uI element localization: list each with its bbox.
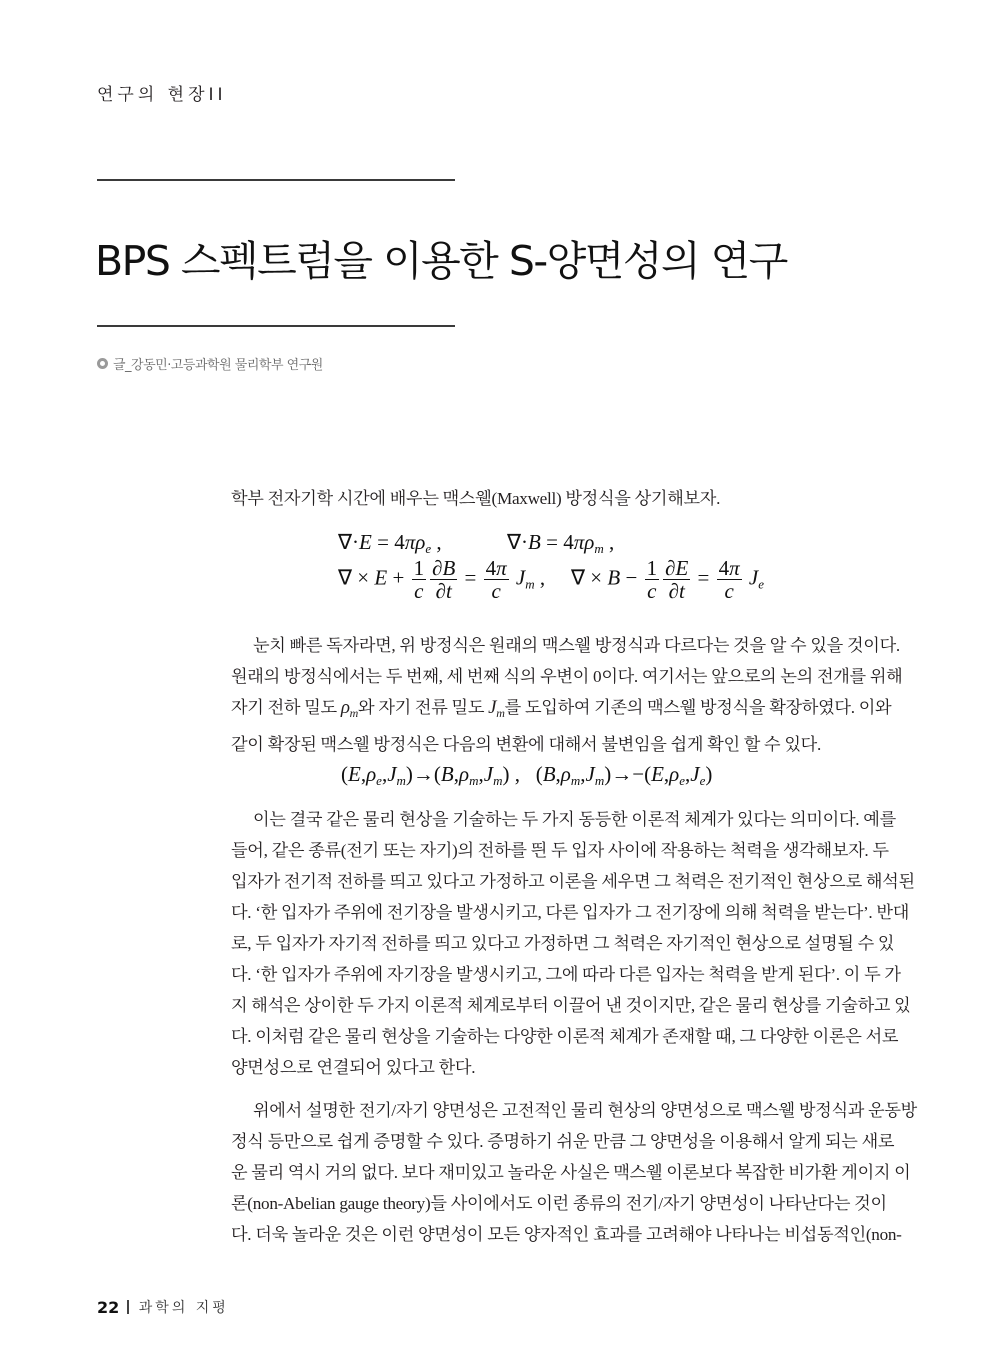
text-line: 운 물리 역시 거의 없다. 보다 재미있고 놀라운 사실은 맥스웰 이론보다 복잡한 비가환 게이지 이: [231, 1163, 911, 1182]
text-line: 같이 확장된 맥스웰 방정식은 다음의 변환에 대해서 불변임을 쉽게 확인 할 수 있다.: [231, 735, 821, 754]
equation-ampere: ∇ × B − $\frac{1}{c}$ $\frac{\partial E}{\partial t}$ = $\frac{4\pi}{c}$ $J_e$: [571, 556, 765, 603]
article-title: BPS 스펙트럼을 이용한 S-양면성의 연구: [95, 237, 787, 285]
intro-paragraph: [231, 483, 881, 514]
paragraph-3: [231, 1095, 917, 1250]
text-line: 로, 두 입자가 자기적 전하를 띄고 있다고 가정하면 그 척력은 자기적인 현상으로 설명될 수 있: [231, 934, 895, 953]
equation-duality-transform: $(E,\rho_e,J_m)\to(B,\rho_m,J_m)$ , $(B,\rho_m,J_m)\to-(E,\rho_e,J_e)$: [341, 762, 713, 788]
text-line: 양면성으로 연결되어 있다고 한다.: [231, 1058, 476, 1077]
text-line: 눈치 빠른 독자라면, 위 방정식은 원래의 맥스웰 방정식과 다르다는 것을 알 수 있을 것이다.: [253, 636, 900, 655]
text-line: 다. 이처럼 같은 물리 현상을 기술하는 다양한 이론적 체계가 존재할 때, 그 다양한 이론은 서로: [231, 1027, 899, 1046]
section-label: 연구의 현장II: [97, 85, 227, 105]
text-line: 정식 등만으로 쉽게 증명할 수 있다. 증명하기 쉬운 만큼 그 양면성을 이용해서 알게 되는 새로: [231, 1132, 895, 1151]
text-line: 지 해석은 상이한 두 가지 이론적 체계로부터 이끌어 낸 것이지만, 같은 물리 현상를 기술하고 있: [231, 996, 911, 1015]
byline-text: 글_강동민·고등과학원 물리학부 연구원: [113, 358, 323, 373]
equation-gauss-electric: $\nabla\cdot E = 4\pi\rho_e$ ,: [338, 530, 442, 556]
text-line: 이는 결국 같은 물리 현상을 기술하는 두 가지 동등한 이론적 체계가 있다는 의미이다. 예를: [253, 810, 896, 829]
text-line: 들어, 같은 종류(전기 또는 자기)의 전하를 띈 두 입자 사이에 작용하는 척력을 생각해보자. 두: [231, 841, 889, 860]
text-line-with-symbols: 자기 전하 밀도 $\rho_m$와 자기 전류 밀도 $J_m$를 도입하여 기존의 맥스웰 방정식을 확장하였다. 이와: [231, 697, 892, 720]
text-line: 론(non-Abelian gauge theory)들 사이에서도 이런 종류의 전기/자기 양면성이 나타난다는 것이: [231, 1194, 887, 1213]
page-footer: [97, 1297, 229, 1317]
intro-text: 학부 전자기학 시간에 배우는 맥스웰(Maxwell) 방정식을 상기해보자.: [231, 489, 721, 508]
text-line: 다. ‘한 입자가 주위에 자기장을 발생시키고, 그에 따라 다른 입자는 척력을 받게 된다’. 이 두 가: [231, 965, 901, 984]
divider-top: [97, 179, 455, 181]
text-line: 다. 더욱 놀라운 것은 이런 양면성이 모든 양자적인 효과를 고려해야 나타나는 비섭동적인(non-: [231, 1225, 902, 1244]
paragraph-1: [231, 630, 903, 760]
text-line: 다. ‘한 입자가 주위에 전기장을 발생시키고, 다른 입자가 그 전기장에 의해 척력을 받는다’. 반대: [231, 903, 910, 922]
divider-bottom: [97, 325, 455, 327]
equation-faraday: ∇ × E + $\frac{1}{c}$ $\frac{\partial B}{\partial t}$ = $\frac{4\pi}{c}$ $J_m$ ,: [338, 556, 546, 603]
text-line: 입자가 전기적 전하를 띄고 있다고 가정하고 이론을 세우면 그 척력은 전기적인 현상으로 해석된: [231, 872, 915, 891]
j-m-symbol: $J_m$: [488, 697, 505, 720]
text-line: 위에서 설명한 전기/자기 양면성은 고전적인 물리 현상의 양면성으로 맥스웰 방정식과 운동방: [253, 1101, 917, 1120]
paragraph-2: [231, 804, 915, 1083]
rho-m-symbol: $\rho_m$: [340, 697, 359, 720]
equation-gauss-magnetic: $\nabla\cdot B = 4\pi\rho_m$ ,: [507, 530, 615, 556]
text-line: 원래의 방정식에서는 두 번째, 세 번째 식의 우변이 0이다. 여기서는 앞으로의 논의 전개를 위해: [231, 667, 903, 686]
circle-bullet-icon: [97, 358, 108, 369]
magazine-name: 과학의 지평: [138, 1300, 229, 1316]
byline: [97, 354, 323, 373]
page-number: 22: [97, 1297, 120, 1317]
footer-divider: [127, 1300, 129, 1314]
